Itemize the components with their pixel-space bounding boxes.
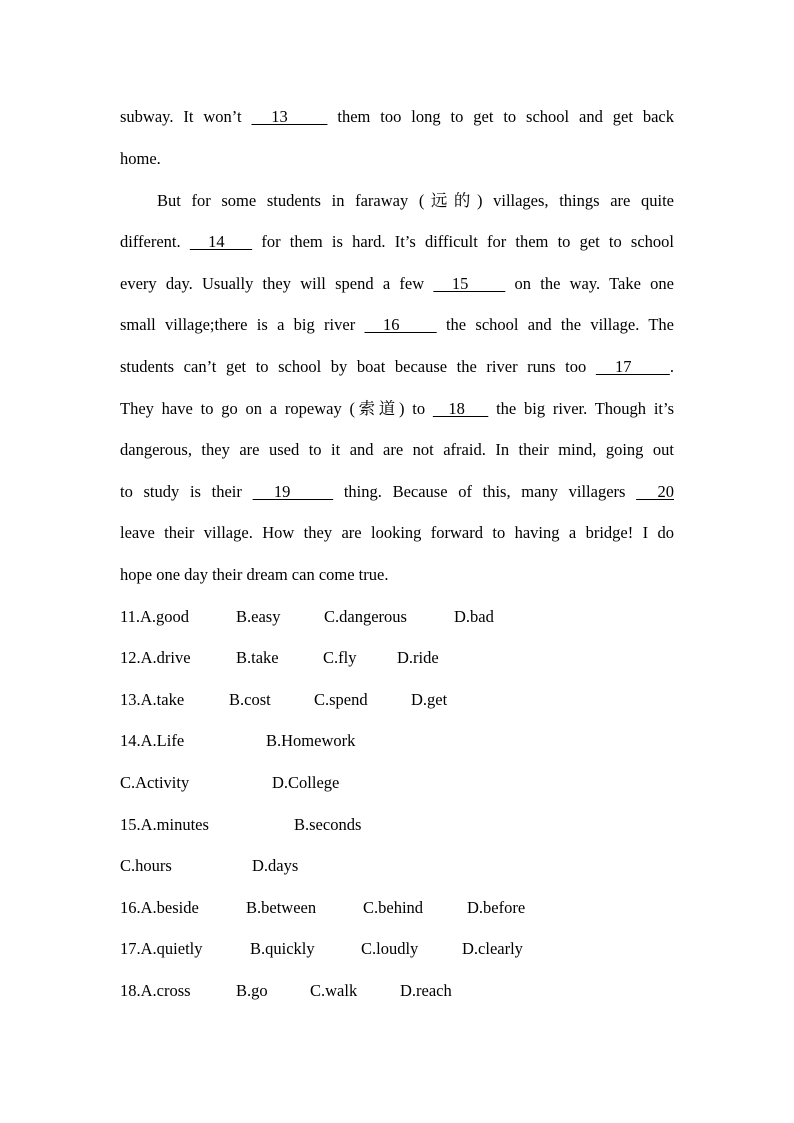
passage-line-11 bbox=[120, 521, 674, 545]
option-d: D.bad bbox=[454, 607, 494, 626]
blank-19: 19 bbox=[252, 482, 334, 501]
passage-text: . bbox=[669, 357, 675, 376]
option-c: C.behind bbox=[363, 898, 424, 917]
option-c: C.spend bbox=[314, 690, 368, 709]
option-a: 15.A.minutes bbox=[120, 815, 209, 834]
passage-text: But for some students in faraway (远的) villages, things are quite bbox=[157, 191, 674, 210]
option-a: 11.A.good bbox=[120, 607, 190, 626]
passage-text: for them is hard. It’s difficult for them to get to school bbox=[252, 232, 674, 251]
passage-text: students can’t get to school by boat because the river runs too bbox=[120, 357, 596, 376]
option-d: D.ride bbox=[397, 648, 439, 667]
blank-20: 20 bbox=[636, 482, 674, 501]
passage-text: to study is their bbox=[120, 482, 253, 501]
blank-14: 14 bbox=[189, 232, 253, 251]
passage-line-4 bbox=[120, 230, 674, 254]
option-b: B.between bbox=[246, 898, 317, 917]
passage-line-9 bbox=[120, 438, 674, 462]
option-d: D.days bbox=[252, 856, 299, 875]
option-b: B.Homework bbox=[266, 731, 356, 750]
option-d: D.College bbox=[272, 773, 340, 792]
blank-17: 17 bbox=[595, 357, 670, 376]
option-a: 13.A.take bbox=[120, 690, 185, 709]
option-c: C.loudly bbox=[361, 939, 419, 958]
passage-line-10 bbox=[120, 480, 674, 504]
passage-line-3 bbox=[157, 189, 674, 213]
passage-text: small village;there is a big river bbox=[120, 315, 365, 334]
passage-text: leave their village. How they are looking forward to having a bridge! I do bbox=[120, 523, 674, 542]
option-d: D.before bbox=[467, 898, 526, 917]
option-a: 17.A.quietly bbox=[120, 939, 203, 958]
passage-line-12 bbox=[120, 563, 674, 587]
passage-text: the big river. Though it’s bbox=[488, 399, 675, 418]
option-c: C.hours bbox=[120, 856, 172, 875]
passage-text: the school and the village. The bbox=[436, 315, 674, 334]
option-a: 16.A.beside bbox=[120, 898, 199, 917]
passage-text: home. bbox=[120, 149, 161, 168]
option-b: B.easy bbox=[236, 607, 281, 626]
passage-line-1 bbox=[120, 105, 674, 129]
option-b: B.seconds bbox=[294, 815, 362, 834]
option-d: D.reach bbox=[400, 981, 452, 1000]
blank-16: 16 bbox=[364, 315, 437, 334]
option-c: C.walk bbox=[310, 981, 358, 1000]
passage-text: dangerous, they are used to it and are not afraid. In their mind, going out bbox=[120, 440, 674, 459]
option-d: D.get bbox=[411, 690, 448, 709]
option-a: 12.A.drive bbox=[120, 648, 191, 667]
blank-13: 13 bbox=[251, 107, 328, 126]
passage-line-2 bbox=[120, 147, 674, 171]
passage-line-7 bbox=[120, 355, 674, 379]
passage-text: different. bbox=[120, 232, 190, 251]
option-b: B.take bbox=[236, 648, 279, 667]
passage-line-8 bbox=[120, 397, 674, 421]
passage-text: thing. Because of this, many villagers bbox=[333, 482, 637, 501]
option-c: C.fly bbox=[323, 648, 357, 667]
option-b: B.quickly bbox=[250, 939, 315, 958]
passage-text: hope one day their dream can come true. bbox=[120, 565, 389, 584]
passage-text: every day. Usually they will spend a few bbox=[120, 274, 434, 293]
passage-line-5 bbox=[120, 272, 674, 296]
option-a: 14.A.Life bbox=[120, 731, 185, 750]
passage-text: them too long to get to school and get back bbox=[327, 107, 675, 126]
blank-18: 18 bbox=[432, 399, 489, 418]
option-d: D.clearly bbox=[462, 939, 523, 958]
passage-text: subway. It won’t bbox=[120, 107, 252, 126]
option-c: C.Activity bbox=[120, 773, 190, 792]
option-b: B.cost bbox=[229, 690, 271, 709]
option-a: 18.A.cross bbox=[120, 981, 191, 1000]
option-c: C.dangerous bbox=[324, 607, 407, 626]
blank-15: 15 bbox=[433, 274, 506, 293]
passage-text: on the way. Take one bbox=[505, 274, 674, 293]
passage-line-6 bbox=[120, 313, 674, 337]
option-b: B.go bbox=[236, 981, 268, 1000]
passage-text: They have to go on a ropeway (索道) to bbox=[120, 399, 433, 418]
